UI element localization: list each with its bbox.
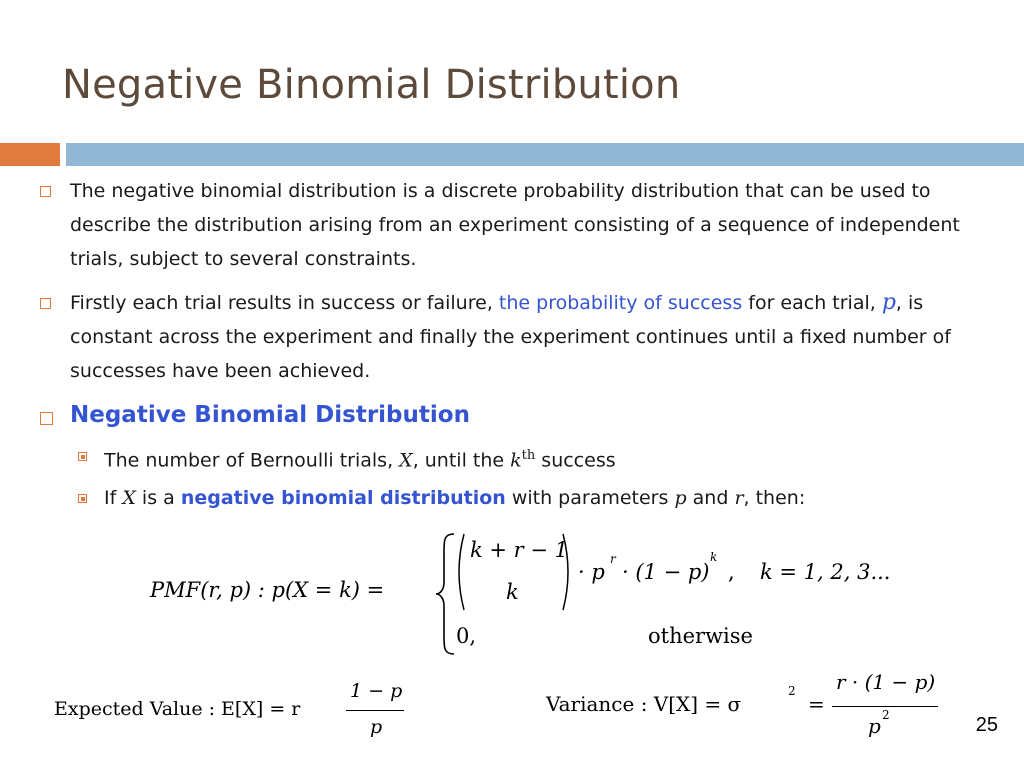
bullet-heading [38, 398, 1004, 433]
slide-title: Negative Binomial Distribution [62, 62, 681, 108]
bullet-definition [38, 174, 1004, 276]
left-paren-icon [452, 532, 466, 612]
expected-value-label: Expected Value : E[X] = r [54, 698, 301, 720]
sub-text-part: If [104, 487, 123, 510]
section-heading: Negative Binomial Distribution [70, 402, 470, 428]
variable-p: p [881, 290, 896, 315]
sigma-squared-exponent: 2 [788, 684, 796, 698]
otherwise-label: otherwise [648, 624, 753, 648]
sub-bullet-bernoulli [38, 439, 1004, 477]
variance-formula [546, 668, 946, 754]
variance-equals: = [808, 692, 825, 716]
binomial-bottom: k [506, 580, 519, 604]
filled-square-bullet-icon [78, 494, 87, 503]
filled-square-bullet-icon [78, 452, 87, 461]
sub-bullet-parameters [38, 481, 1004, 515]
sub-text-part: success [535, 449, 616, 472]
variance-label: Variance : V[X] = σ [546, 692, 742, 716]
fraction-bar [346, 710, 404, 711]
variable-X: X [122, 487, 136, 510]
expected-value-numerator: 1 − p [350, 680, 403, 702]
square-bullet-icon [40, 186, 51, 197]
pmf-r-exponent: r [610, 552, 616, 566]
bullet-constraints [38, 286, 1004, 388]
sub-text-part: and [686, 487, 735, 510]
superscript-th: th [521, 448, 536, 463]
expected-value-formula [54, 680, 414, 750]
pmf-one-minus-p: · (1 − p) [622, 560, 710, 584]
page-number: 25 [975, 714, 998, 736]
sub-text-part: with parameters [505, 487, 675, 510]
sub-text-part: , until the [412, 449, 511, 472]
pmf-domain: k = 1, 2, 3... [760, 560, 891, 584]
left-curly-brace-icon [434, 532, 458, 656]
fraction-bar [832, 706, 938, 707]
binomial-top: k + r − 1 [470, 538, 569, 562]
bullet-text: The negative binomial distribution is a discrete probability distribution that can be used to describe the distribution arising from an experiment consisting of a sequence of independent trials, subject to several constraints. [70, 180, 960, 270]
bullet-text-part: for each trial, [742, 292, 882, 314]
right-paren-icon [561, 532, 575, 612]
bullet-text-part: Firstly each trial results in success or failure, [70, 292, 499, 314]
probability-of-success-link[interactable]: the probability of success [498, 292, 743, 314]
slide-content [38, 174, 1004, 519]
denominator-exponent: 2 [882, 708, 890, 722]
pmf-k-exponent: k [710, 550, 718, 564]
negative-binomial-link[interactable]: negative binomial distribution [180, 487, 506, 510]
variable-p: p [674, 487, 687, 510]
zero-case: 0, [456, 624, 477, 648]
variance-numerator: r · (1 − p) [836, 670, 936, 694]
pmf-p-term: · p [578, 560, 605, 584]
pmf-lhs: PMF(r, p) : p(X = k) = [150, 578, 385, 602]
expected-value-denominator: p [370, 716, 383, 738]
variable-k: k [510, 449, 522, 472]
blue-accent-bar [66, 143, 1024, 166]
orange-accent-bar [0, 143, 60, 166]
pmf-comma: , [728, 560, 735, 584]
bullet-text-part: , is constant across the experiment and finally the experiment continues until a fixed number of successes have been achieved. [70, 292, 951, 382]
sub-text-part: , then: [743, 487, 806, 510]
sub-text-part: is a [135, 487, 181, 510]
variable-r: r [734, 487, 744, 510]
sub-text-part: The number of Bernoulli trials, [104, 449, 400, 472]
square-bullet-icon [40, 298, 51, 309]
variable-X: X [399, 449, 413, 472]
square-bullet-icon [40, 412, 53, 425]
variance-denominator: p [868, 714, 881, 738]
